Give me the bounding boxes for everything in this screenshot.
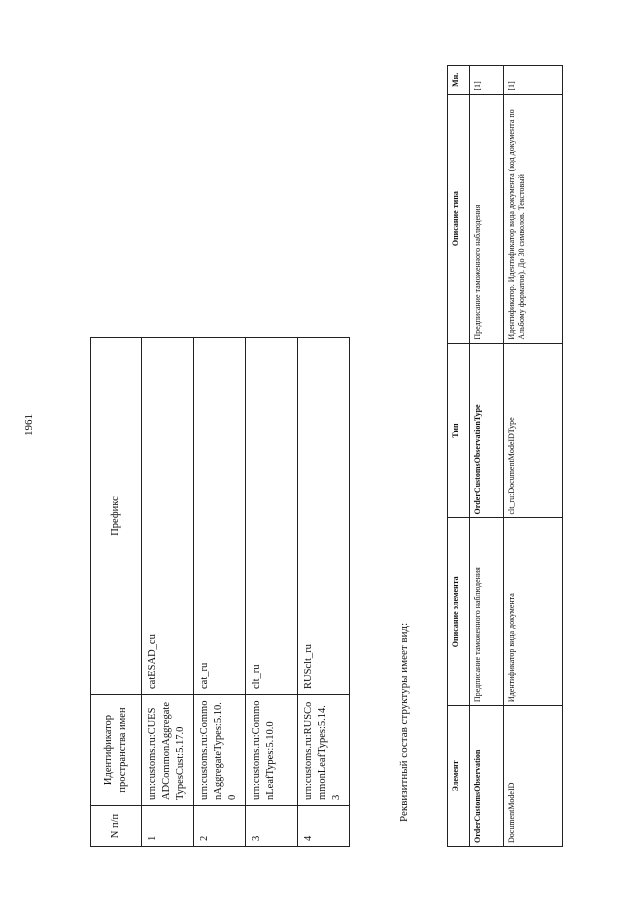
row-prefix: cat_ru [194,338,246,695]
row-type: clt_ru:DocumentModeIDType [504,343,563,518]
header-element: Элемент [448,706,470,847]
header-num: N п/п [91,806,142,847]
table-row [142,338,194,847]
row-namespace-id: urn:customs.ru:CommonLeafTypes:5.10.0 [246,695,298,806]
row-element: OrderCustomsObservation [470,706,504,847]
row-multiplicity: [1] [504,66,563,95]
row-type-description: Предписание таможенного наблюдения [470,94,504,343]
row-prefix: clt_ru [246,338,298,695]
row-element: DocumentModeID [504,706,563,847]
row-num: 1 [142,806,194,847]
row-num: 4 [298,806,350,847]
header-multiplicity: Мн. [448,66,470,95]
namespace-table-header [91,338,142,847]
element-table [447,65,563,847]
table-row [298,338,350,847]
header-description: Описание элемента [448,518,470,706]
table-row [246,338,298,847]
row-description: Идентификатор вида документа [504,518,563,706]
row-type: OrderCustomsObservationType [470,343,504,518]
row-prefix: catESAD_cu [142,338,194,695]
row-prefix: RUSclt_ru [298,338,350,695]
header-type: Тип [448,343,470,518]
row-namespace-id: urn:customs.ru:RUSCommonLeafTypes:5.14.3 [298,695,350,806]
element-table-header [448,66,470,847]
row-description: Предписание таможенного наблюдения [470,518,504,706]
row-namespace-id: urn:customs.ru:CUESADCommonAggregateTypesCust:5.17.0 [142,695,194,806]
table-row [470,66,504,847]
page-number: 1961 [23,414,35,436]
header-type-description: Описание типа [448,94,470,343]
namespace-table [90,337,350,847]
row-multiplicity: [1] [470,66,504,95]
row-num: 2 [194,806,246,847]
header-namespace-id: Идентификатор пространства имен [91,695,142,806]
row-namespace-id: urn:customs.ru:CommonAggregateTypes:5.10.0 [194,695,246,806]
header-prefix: Префикс [91,338,142,695]
row-num: 3 [246,806,298,847]
table-row [194,338,246,847]
intro-text: Реквизитный состав структуры имеет вид: [398,622,410,822]
table-row [504,66,563,847]
row-type-description: Идентификатор. Идентификатор вида документа (код документа по Альбому форматов). До 30 символов. Текстовый [504,94,563,343]
